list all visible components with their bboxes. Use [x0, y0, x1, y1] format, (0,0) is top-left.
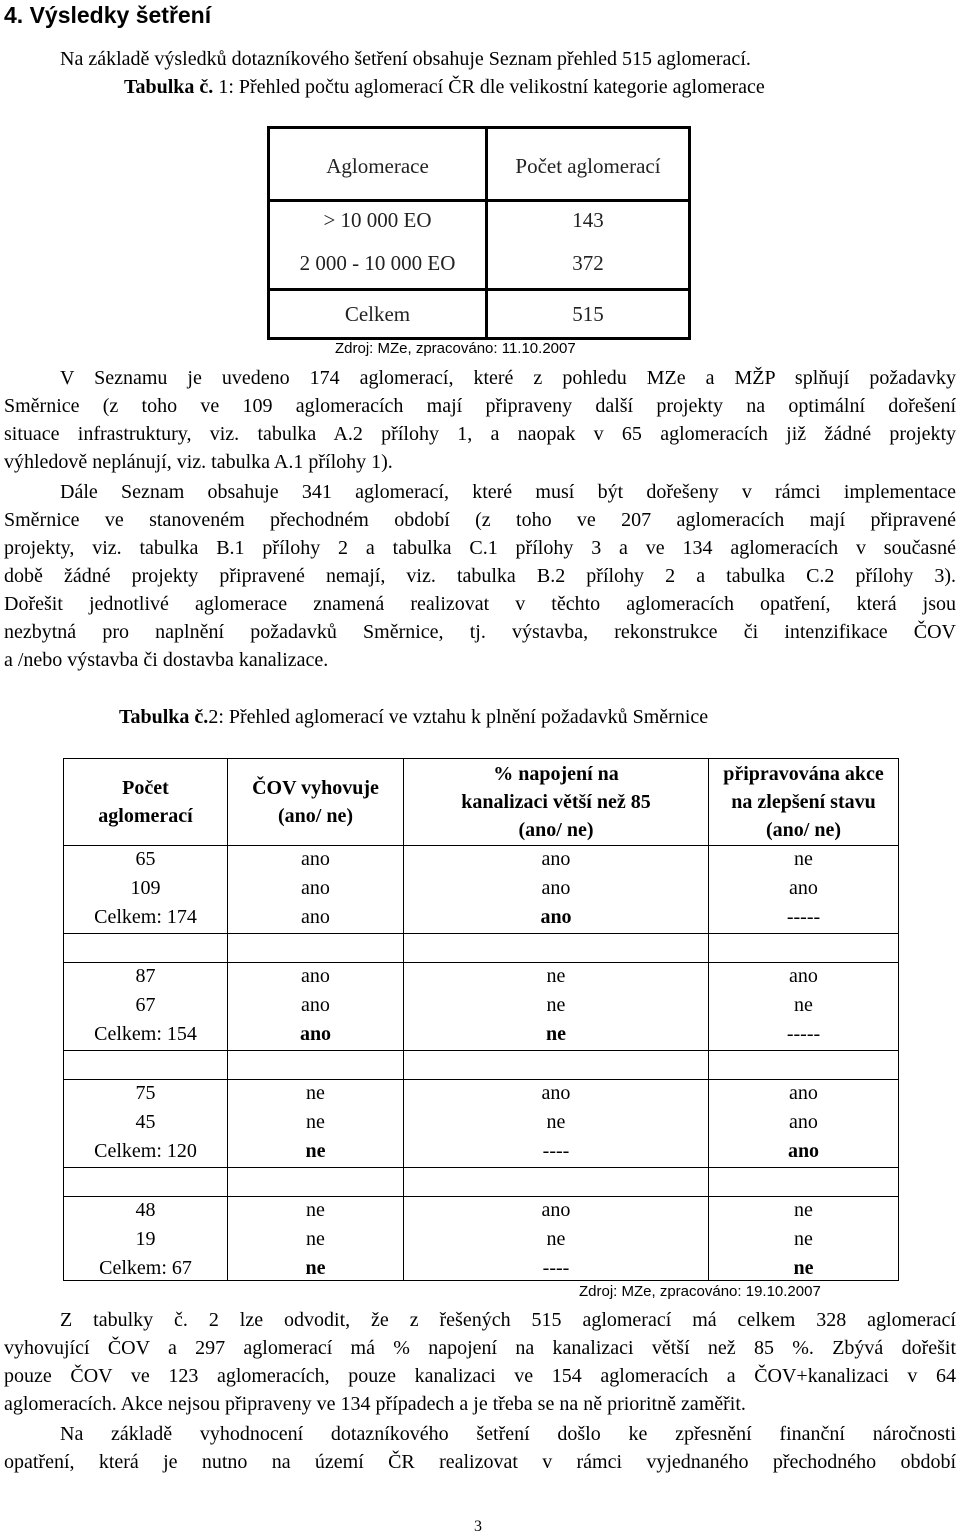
- table2-cell: 87: [135, 965, 156, 987]
- table2-header-line: na zlepšení stavu: [731, 791, 876, 813]
- text-line: situace infrastruktury, viz. tabulka A.2 přílohy 1, a naopak v 65 aglomeracích již žádné projekty: [4, 423, 956, 445]
- table1-cell: 372: [572, 251, 604, 275]
- table2-cell: ne: [546, 994, 566, 1016]
- table2-header-line: (ano/ ne): [766, 819, 841, 841]
- text-line: a /nebo výstavba či dostavba kanalizace.: [4, 649, 329, 671]
- table2-cell: ano: [789, 1111, 818, 1133]
- table2-cell: ne: [794, 1228, 813, 1250]
- text-line: nezbytná pro naplnění požadavků Směrnice, tj. výstavba, rekonstrukce či intenzifikace ČOV: [4, 621, 956, 643]
- table2-header-line: kanalizaci větší než 85: [461, 791, 651, 813]
- table2-cell: 109: [130, 877, 161, 899]
- table2-cell: ne: [305, 1140, 326, 1162]
- table2: [63, 758, 899, 1281]
- table2-cell: 48: [135, 1199, 156, 1221]
- table2-cell: ano: [301, 965, 330, 987]
- table2-cell: 19: [135, 1228, 156, 1250]
- table2-header-cell: [228, 774, 403, 830]
- table1-source: Zdroj: MZe, zpracováno: 11.10.2007: [335, 340, 576, 357]
- text-line: Z tabulky č. 2 lze odvodit, že z řešených 515 aglomerací má celkem 328 aglomerací: [60, 1309, 956, 1331]
- table2-cell: ano: [299, 1023, 332, 1045]
- table2-cell: ano: [541, 1199, 571, 1221]
- text-line: vyhovující ČOV a 297 aglomerací má % napojení na kanalizaci větší než 85 %. Zbývá dořešit: [4, 1337, 956, 1359]
- table1-caption-text: 1: Přehled počtu aglomerací ČR dle velikostní kategorie aglomerace: [213, 76, 765, 98]
- table2-group-divider-top: [64, 1167, 898, 1168]
- paragraph: [4, 364, 956, 476]
- table1: [267, 126, 691, 340]
- table1-cell: Celkem: [344, 302, 411, 326]
- table2-cell: ano: [541, 848, 571, 870]
- text-line: Na základě vyhodnocení dotazníkového šetření došlo ke zpřesnění finanční náročnosti: [60, 1423, 956, 1445]
- table2-cell: Celkem: 174: [94, 906, 197, 928]
- text-line: aglomeracích. Akce nejsou připraveny ve 134 případech a je třeba se na ně prioritně zaměřit.: [4, 1393, 746, 1415]
- text-line: opatření, která je nutno na území ČR realizovat v rámci vyjednaného přechodného období: [4, 1451, 956, 1473]
- table2-caption-label: Tabulka č.: [119, 706, 209, 728]
- text-line: Dořešit jednotlivé aglomerace znamená realizovat v těchto aglomeracích opatření, která jsou: [4, 593, 956, 615]
- table1-cell: 143: [572, 208, 604, 232]
- table2-header-line: % napojení na: [493, 763, 619, 785]
- table2-caption-text: 2: Přehled aglomerací ve vztahu k plnění požadavků Směrnice: [208, 706, 709, 728]
- table2-cell: ne: [546, 965, 566, 987]
- table2-cell: ne: [794, 1199, 813, 1221]
- page-number: 3: [474, 1518, 482, 1535]
- table2-cell: ne: [794, 848, 813, 870]
- table2-cell: Celkem: 120: [94, 1140, 197, 1162]
- text-line: pouze ČOV ve 123 aglomeracích, pouze kanalizaci ve 154 aglomeracích a ČOV+kanalizaci v 64: [4, 1365, 956, 1387]
- table2-cell: Celkem: 154: [94, 1023, 197, 1045]
- table2-header-cell: [64, 774, 227, 830]
- table2-cell: ano: [541, 1082, 571, 1104]
- table2-cell: ano: [789, 965, 818, 987]
- table2-header-line: připravována akce: [723, 763, 884, 785]
- table1-row-divider: [270, 199, 688, 202]
- table2-cell: ano: [301, 848, 330, 870]
- table2-header-cell: [709, 760, 898, 844]
- table2-cell: ano: [301, 906, 330, 928]
- table2-header-cell: [404, 760, 708, 844]
- table2-cell: ano: [789, 877, 818, 899]
- table2-cell: 45: [135, 1111, 156, 1133]
- table1-caption: [124, 73, 765, 101]
- table2-header-line: Počet: [122, 777, 169, 799]
- table1-row-divider: [270, 288, 688, 291]
- table2-cell: ne: [306, 1199, 325, 1221]
- table2-source: Zdroj: MZe, zpracováno: 19.10.2007: [579, 1283, 821, 1300]
- table2-cell: ano: [540, 906, 572, 928]
- table2-cell: ne: [306, 1111, 325, 1133]
- table2-header-line: ČOV vyhovuje: [252, 777, 379, 799]
- text-line: výhledově neplánují, viz. tabulka A.1 přílohy 1).: [4, 451, 393, 473]
- table2-cell: -----: [786, 906, 821, 928]
- text-line: V Seznamu je uvedeno 174 aglomerací, které z pohledu MZe a MŽP splňují požadavky: [60, 367, 956, 389]
- table1-cell: 2 000 - 10 000 EO: [299, 251, 456, 275]
- table2-cell: ne: [306, 1082, 325, 1104]
- table2-cell: 67: [135, 994, 156, 1016]
- table2-cell: ano: [789, 1082, 818, 1104]
- table1-cell: 515: [572, 302, 604, 326]
- table2-cell: ----: [542, 1257, 570, 1279]
- paragraph: [4, 478, 956, 674]
- table2-cell: 65: [135, 848, 156, 870]
- table2-header-line: (ano/ ne): [278, 805, 353, 827]
- table2-cell: ne: [546, 1228, 566, 1250]
- table2-group-divider-top: [64, 1050, 898, 1051]
- table2-cell: 75: [135, 1082, 156, 1104]
- paragraph: [4, 1306, 956, 1418]
- table2-cell: ne: [546, 1111, 566, 1133]
- table2-cell: ----: [542, 1140, 570, 1162]
- table2-cell: ano: [301, 877, 330, 899]
- table2-cell: ne: [306, 1228, 325, 1250]
- text-line: projekty, viz. tabulka B.1 přílohy 2 a tabulka C.1 přílohy 3 a ve 134 aglomeracích v současné: [4, 537, 956, 559]
- intro-text: Na základě výsledků dotazníkového šetření obsahuje Seznam přehled 515 aglomerací.: [60, 48, 751, 70]
- table1-cell: > 10 000 EO: [323, 208, 432, 232]
- table2-caption: [119, 703, 708, 731]
- text-line: době žádné projekty připravené nemají, viz. tabulka B.2 přílohy 2 a tabulka C.2 přílohy 3).: [4, 565, 956, 587]
- table2-cell: ano: [787, 1140, 820, 1162]
- text-line: Směrnice (z toho ve 109 aglomeracích mají připraveny další projekty na optimální dořešení: [4, 395, 956, 417]
- table2-cell: ano: [301, 994, 330, 1016]
- section-title: 4. Výsledky šetření: [4, 2, 212, 28]
- table2-header-line: (ano/ ne): [518, 819, 594, 841]
- table2-group-divider-top: [64, 933, 898, 934]
- table2-cell: -----: [786, 1023, 821, 1045]
- table2-cell: ne: [793, 1257, 814, 1279]
- table2-cell: ne: [794, 994, 813, 1016]
- text-line: Dále Seznam obsahuje 341 aglomerací, které musí být dořešeny v rámci implementace: [60, 481, 956, 503]
- table1-header-cell: Počet aglomerací: [515, 154, 661, 178]
- table2-cell: ne: [546, 1023, 566, 1045]
- table2-cell: Celkem: 67: [99, 1257, 192, 1279]
- text-line: Směrnice ve stanoveném přechodném období (z toho ve 207 aglomeracích mají připravené: [4, 509, 956, 531]
- paragraph: [4, 1420, 956, 1476]
- table2-header-line: aglomerací: [98, 805, 193, 827]
- table1-caption-label: Tabulka č.: [124, 76, 214, 98]
- table2-cell: ne: [305, 1257, 326, 1279]
- table2-cell: ano: [541, 877, 571, 899]
- table1-header-cell: Aglomerace: [326, 154, 429, 178]
